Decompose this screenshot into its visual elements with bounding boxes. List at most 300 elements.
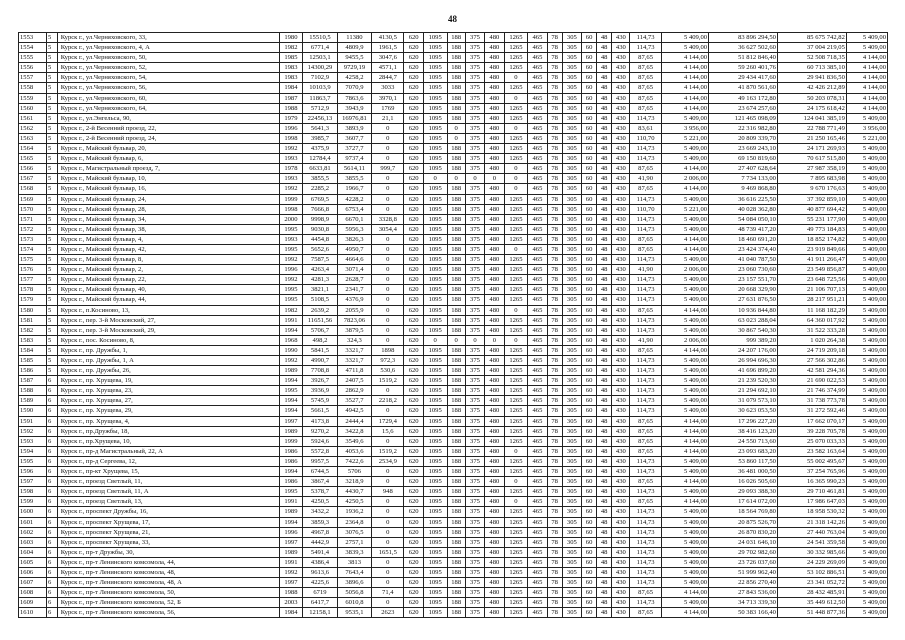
table-cell: 305 bbox=[562, 174, 581, 184]
table-cell: 7 895 683,98 bbox=[777, 174, 846, 184]
table-cell: 114,73 bbox=[630, 507, 661, 517]
table-cell: 5614,11 bbox=[337, 164, 371, 174]
table-cell: 1095 bbox=[423, 467, 447, 477]
table-cell: 6 bbox=[46, 446, 57, 456]
table-row bbox=[19, 53, 888, 63]
table-cell: 620 bbox=[404, 133, 423, 143]
table-cell: 15510,5 bbox=[303, 33, 337, 43]
table-cell: 375 bbox=[465, 446, 484, 456]
table-cell: 1095 bbox=[423, 456, 447, 466]
address-cell: Курск г., проспект Дружбы, 16, bbox=[57, 507, 279, 517]
table-cell: 5 409,00 bbox=[846, 547, 887, 557]
table-cell: 375 bbox=[465, 497, 484, 507]
table-cell: 465 bbox=[528, 244, 547, 254]
table-cell: 114,73 bbox=[630, 578, 661, 588]
table-cell: 305 bbox=[562, 103, 581, 113]
table-cell: 78 bbox=[547, 608, 562, 618]
table-cell: 78 bbox=[547, 194, 562, 204]
table-cell: 620 bbox=[404, 436, 423, 446]
table-cell: 3 956,00 bbox=[846, 123, 887, 133]
row-number-cell: 1577 bbox=[19, 275, 47, 285]
table-row bbox=[19, 315, 888, 325]
address-cell: Курск г., пр. Хрущева, 4, bbox=[57, 416, 279, 426]
table-cell: 1095 bbox=[423, 446, 447, 456]
table-row bbox=[19, 73, 888, 83]
row-number-cell: 1585 bbox=[19, 356, 47, 366]
table-cell: 9030,8 bbox=[303, 224, 337, 234]
table-cell: 5 409,00 bbox=[846, 345, 887, 355]
table-cell: 1095 bbox=[423, 547, 447, 557]
table-cell: 5 bbox=[46, 164, 57, 174]
table-cell: 60 bbox=[582, 366, 597, 376]
table-cell: 430 bbox=[612, 547, 630, 557]
table-cell: 6 bbox=[46, 456, 57, 466]
table-cell: 1988 bbox=[279, 588, 303, 598]
table-cell: 480 bbox=[485, 194, 504, 204]
table-cell: 305 bbox=[562, 376, 581, 386]
table-cell: 430 bbox=[612, 53, 630, 63]
table-cell: 620 bbox=[404, 345, 423, 355]
table-cell: 48 bbox=[597, 426, 612, 436]
table-cell: 465 bbox=[528, 366, 547, 376]
table-cell: 480 bbox=[485, 144, 504, 154]
table-cell: 375 bbox=[465, 426, 484, 436]
table-cell: 5 409,00 bbox=[661, 366, 708, 376]
table-cell: 4 144,00 bbox=[661, 436, 708, 446]
table-cell: 1265 bbox=[504, 578, 528, 588]
table-cell: 37 004 219,05 bbox=[777, 43, 846, 53]
table-cell: 78 bbox=[547, 386, 562, 396]
table-cell: 1095 bbox=[423, 305, 447, 315]
table-cell: 27 631 876,50 bbox=[709, 295, 778, 305]
table-cell: 188 bbox=[447, 345, 465, 355]
table-cell: 1936,2 bbox=[337, 507, 371, 517]
table-cell: 36 616 225,50 bbox=[709, 194, 778, 204]
table-cell: 430 bbox=[612, 598, 630, 608]
table-cell: 375 bbox=[465, 578, 484, 588]
table-cell: 60 bbox=[582, 507, 597, 517]
table-cell: 1095 bbox=[423, 285, 447, 295]
table-cell: 9613,6 bbox=[303, 567, 337, 577]
table-cell: 24 229 269,09 bbox=[777, 557, 846, 567]
table-cell: 1996 bbox=[279, 265, 303, 275]
table-cell: 1990 bbox=[279, 345, 303, 355]
address-cell: Курск г., 2-й Весенний проезд, 24, bbox=[57, 133, 279, 143]
table-cell: 1995 bbox=[279, 295, 303, 305]
table-cell: 620 bbox=[404, 517, 423, 527]
table-cell: 78 bbox=[547, 537, 562, 547]
table-cell: 1095 bbox=[423, 527, 447, 537]
table-cell: 48 bbox=[597, 487, 612, 497]
table-cell: 465 bbox=[528, 255, 547, 265]
table-cell: 465 bbox=[528, 567, 547, 577]
table-cell: 0 bbox=[372, 557, 404, 567]
table-row bbox=[19, 275, 888, 285]
table-cell: 1984 bbox=[279, 608, 303, 618]
table-cell: 1994 bbox=[279, 406, 303, 416]
row-number-cell: 1602 bbox=[19, 527, 47, 537]
table-cell: 4 144,00 bbox=[846, 73, 887, 83]
table-cell: 41,90 bbox=[630, 265, 661, 275]
table-cell: 24 207 176,00 bbox=[709, 345, 778, 355]
table-cell: 480 bbox=[485, 305, 504, 315]
table-cell: 1992 bbox=[279, 356, 303, 366]
table-cell: 620 bbox=[404, 588, 423, 598]
table-cell: 620 bbox=[404, 285, 423, 295]
table-cell: 41 696 899,20 bbox=[709, 366, 778, 376]
table-cell: 1989 bbox=[279, 366, 303, 376]
table-cell: 0 bbox=[372, 567, 404, 577]
table-cell: 188 bbox=[447, 325, 465, 335]
table-cell: 620 bbox=[404, 33, 423, 43]
table-cell: 305 bbox=[562, 598, 581, 608]
table-cell: 3218,9 bbox=[337, 477, 371, 487]
table-cell: 60 bbox=[582, 144, 597, 154]
table-cell: 5706,7 bbox=[303, 325, 337, 335]
table-row bbox=[19, 255, 888, 265]
table-cell: 188 bbox=[447, 456, 465, 466]
table-cell: 620 bbox=[404, 83, 423, 93]
table-cell: 0 bbox=[372, 477, 404, 487]
table-cell: 480 bbox=[485, 63, 504, 73]
table-cell: 1519,2 bbox=[372, 446, 404, 456]
table-cell: 430 bbox=[612, 184, 630, 194]
table-cell: 1966,7 bbox=[337, 184, 371, 194]
table-cell: 4053,6 bbox=[337, 446, 371, 456]
address-cell: Курск г., пр.Дружбы, 18, bbox=[57, 426, 279, 436]
table-cell: 48 bbox=[597, 517, 612, 527]
table-cell: 430 bbox=[612, 285, 630, 295]
table-cell: 430 bbox=[612, 335, 630, 345]
table-cell: 1265 bbox=[504, 406, 528, 416]
table-cell: 42 581 294,36 bbox=[777, 366, 846, 376]
table-cell: 60 bbox=[582, 325, 597, 335]
table-cell: 5 409,00 bbox=[846, 204, 887, 214]
table-cell: 375 bbox=[465, 285, 484, 295]
table-cell: 1095 bbox=[423, 608, 447, 618]
row-number-cell: 1572 bbox=[19, 224, 47, 234]
table-cell: 1995 bbox=[279, 487, 303, 497]
table-cell: 60 bbox=[582, 477, 597, 487]
table-cell: 7823,06 bbox=[337, 315, 371, 325]
table-row bbox=[19, 224, 888, 234]
table-cell: 114,73 bbox=[630, 325, 661, 335]
table-cell: 1265 bbox=[504, 467, 528, 477]
table-cell: 1265 bbox=[504, 265, 528, 275]
table-cell: 0 bbox=[372, 497, 404, 507]
table-row bbox=[19, 567, 888, 577]
table-cell: 3071,4 bbox=[337, 265, 371, 275]
table-cell: 465 bbox=[528, 598, 547, 608]
table-cell: 6769,5 bbox=[303, 194, 337, 204]
table-cell: 1265 bbox=[504, 275, 528, 285]
table-cell: 375 bbox=[465, 487, 484, 497]
table-cell: 87,65 bbox=[630, 477, 661, 487]
table-cell: 60 bbox=[582, 497, 597, 507]
table-row bbox=[19, 436, 888, 446]
table-cell: 114,73 bbox=[630, 43, 661, 53]
table-cell: 1095 bbox=[423, 567, 447, 577]
table-cell: 60 bbox=[582, 557, 597, 567]
table-cell: 9535,1 bbox=[337, 608, 371, 618]
table-cell: 48 bbox=[597, 345, 612, 355]
table-cell: 114,73 bbox=[630, 517, 661, 527]
table-cell: 305 bbox=[562, 527, 581, 537]
table-cell: 188 bbox=[447, 467, 465, 477]
table-cell: 375 bbox=[465, 467, 484, 477]
table-cell: 4173,8 bbox=[303, 416, 337, 426]
table-cell: 188 bbox=[447, 547, 465, 557]
table-cell: 5 409,00 bbox=[846, 315, 887, 325]
table-cell: 188 bbox=[447, 164, 465, 174]
table-cell: 60 bbox=[582, 598, 597, 608]
table-cell: 78 bbox=[547, 517, 562, 527]
table-cell: 60 bbox=[582, 204, 597, 214]
table-cell: 4990,7 bbox=[303, 356, 337, 366]
table-cell: 5 409,00 bbox=[661, 507, 708, 517]
table-cell: 188 bbox=[447, 497, 465, 507]
table-cell: 60 bbox=[582, 456, 597, 466]
table-cell: 480 bbox=[485, 295, 504, 305]
table-cell: 0 bbox=[504, 477, 528, 487]
table-cell: 4950,7 bbox=[337, 244, 371, 254]
table-cell: 620 bbox=[404, 174, 423, 184]
table-cell: 430 bbox=[612, 214, 630, 224]
table-cell: 188 bbox=[447, 224, 465, 234]
table-cell: 1992 bbox=[279, 275, 303, 285]
table-cell: 465 bbox=[528, 184, 547, 194]
table-cell: 31 738 773,78 bbox=[777, 396, 846, 406]
table-cell: 480 bbox=[485, 527, 504, 537]
table-cell: 375 bbox=[465, 123, 484, 133]
table-cell: 1095 bbox=[423, 214, 447, 224]
table-cell: 620 bbox=[404, 578, 423, 588]
table-cell: 188 bbox=[447, 93, 465, 103]
table-cell: 60 bbox=[582, 285, 597, 295]
table-cell: 1265 bbox=[504, 224, 528, 234]
housing-register-table bbox=[18, 32, 888, 618]
table-cell: 1994 bbox=[279, 396, 303, 406]
table-cell: 78 bbox=[547, 507, 562, 517]
table-cell: 480 bbox=[485, 517, 504, 527]
table-cell: 0 bbox=[372, 154, 404, 164]
table-cell: 620 bbox=[404, 567, 423, 577]
table-cell: 620 bbox=[404, 123, 423, 133]
table-cell: 48 bbox=[597, 144, 612, 154]
address-cell: Курск г., пр. Дружбы, 1, А bbox=[57, 356, 279, 366]
table-cell: 480 bbox=[485, 224, 504, 234]
table-cell: 48 bbox=[597, 467, 612, 477]
table-cell: 305 bbox=[562, 325, 581, 335]
table-cell: 5 409,00 bbox=[661, 467, 708, 477]
table-cell: 305 bbox=[562, 335, 581, 345]
table-cell: 1992 bbox=[279, 567, 303, 577]
table-cell: 5 409,00 bbox=[846, 224, 887, 234]
table-cell: 5 bbox=[46, 315, 57, 325]
table-cell: 78 bbox=[547, 467, 562, 477]
table-cell: 188 bbox=[447, 507, 465, 517]
table-cell: 480 bbox=[485, 345, 504, 355]
table-cell: 465 bbox=[528, 537, 547, 547]
table-cell: 41 911 266,47 bbox=[777, 255, 846, 265]
table-cell: 430 bbox=[612, 204, 630, 214]
table-cell: 5 409,00 bbox=[846, 33, 887, 43]
table-cell: 0 bbox=[504, 335, 528, 345]
table-cell: 465 bbox=[528, 315, 547, 325]
table-cell: 188 bbox=[447, 477, 465, 487]
table-cell: 18 958 530,32 bbox=[777, 507, 846, 517]
table-cell: 42 426 212,89 bbox=[777, 83, 846, 93]
table-cell: 305 bbox=[562, 285, 581, 295]
table-cell: 2844,7 bbox=[372, 73, 404, 83]
table-cell: 4454,8 bbox=[303, 234, 337, 244]
table-cell: 87,65 bbox=[630, 497, 661, 507]
row-number-cell: 1564 bbox=[19, 144, 47, 154]
table-cell: 59 260 401,76 bbox=[709, 63, 778, 73]
table-cell: 1095 bbox=[423, 133, 447, 143]
table-cell: 620 bbox=[404, 396, 423, 406]
table-row bbox=[19, 285, 888, 295]
address-cell: Курск г., ул.Черняховского, 50, bbox=[57, 53, 279, 63]
table-cell: 4263,4 bbox=[303, 265, 337, 275]
table-cell: 375 bbox=[465, 527, 484, 537]
table-cell: 1265 bbox=[504, 285, 528, 295]
table-cell: 1265 bbox=[504, 33, 528, 43]
row-number-cell: 1575 bbox=[19, 255, 47, 265]
table-cell: 3855,5 bbox=[337, 174, 371, 184]
table-cell: 465 bbox=[528, 386, 547, 396]
table-cell: 480 bbox=[485, 477, 504, 487]
row-number-cell: 1580 bbox=[19, 305, 47, 315]
table-cell: 375 bbox=[465, 356, 484, 366]
table-cell: 1993 bbox=[279, 174, 303, 184]
table-cell: 1997 bbox=[279, 416, 303, 426]
table-cell: 60 bbox=[582, 426, 597, 436]
table-cell: 9729,19 bbox=[337, 63, 371, 73]
table-cell: 0 bbox=[504, 497, 528, 507]
table-cell: 465 bbox=[528, 436, 547, 446]
table-cell: 20 809 339,70 bbox=[709, 133, 778, 143]
table-cell: 5 409,00 bbox=[846, 194, 887, 204]
table-cell: 188 bbox=[447, 366, 465, 376]
address-cell: Курск г., пр-т Ленинского комсомола, 48, bbox=[57, 567, 279, 577]
table-cell: 1095 bbox=[423, 83, 447, 93]
table-cell: 78 bbox=[547, 345, 562, 355]
table-cell: 465 bbox=[528, 63, 547, 73]
table-cell: 3607,7 bbox=[337, 133, 371, 143]
table-cell: 2285,2 bbox=[303, 184, 337, 194]
table-cell: 1095 bbox=[423, 93, 447, 103]
table-cell: 305 bbox=[562, 487, 581, 497]
table-cell: 6417,7 bbox=[303, 598, 337, 608]
table-cell: 24 541 359,58 bbox=[777, 537, 846, 547]
table-cell: 5 409,00 bbox=[846, 154, 887, 164]
table-cell: 1988 bbox=[279, 103, 303, 113]
table-cell: 188 bbox=[447, 244, 465, 254]
table-cell: 4250,5 bbox=[337, 497, 371, 507]
table-cell: 41,90 bbox=[630, 335, 661, 345]
table-cell: 60 bbox=[582, 154, 597, 164]
table-row bbox=[19, 578, 888, 588]
table-cell: 305 bbox=[562, 406, 581, 416]
table-cell: 620 bbox=[404, 234, 423, 244]
table-cell: 55 002 495,67 bbox=[777, 456, 846, 466]
table-cell: 305 bbox=[562, 43, 581, 53]
table-cell: 1961,5 bbox=[372, 43, 404, 53]
table-cell: 6633,81 bbox=[303, 164, 337, 174]
table-cell: 6 bbox=[46, 598, 57, 608]
table-cell: 465 bbox=[528, 53, 547, 63]
table-cell: 480 bbox=[485, 234, 504, 244]
table-cell: 4 144,00 bbox=[661, 93, 708, 103]
table-cell: 1265 bbox=[504, 527, 528, 537]
table-cell: 1999 bbox=[279, 436, 303, 446]
table-cell: 1265 bbox=[504, 43, 528, 53]
table-cell: 6 bbox=[46, 517, 57, 527]
table-row bbox=[19, 174, 888, 184]
table-cell: 78 bbox=[547, 426, 562, 436]
table-cell: 3879,5 bbox=[337, 325, 371, 335]
table-cell: 4130,5 bbox=[372, 33, 404, 43]
table-cell: 48 bbox=[597, 588, 612, 598]
table-cell: 53 860 117,50 bbox=[709, 456, 778, 466]
table-cell: 620 bbox=[404, 497, 423, 507]
table-cell: 465 bbox=[528, 608, 547, 618]
row-number-cell: 1607 bbox=[19, 578, 47, 588]
table-cell: 4 144,00 bbox=[846, 93, 887, 103]
table-cell: 305 bbox=[562, 588, 581, 598]
table-cell: 375 bbox=[465, 315, 484, 325]
table-cell: 1265 bbox=[504, 376, 528, 386]
address-cell: Курск г., Майский бульвар, 22, bbox=[57, 275, 279, 285]
row-number-cell: 1579 bbox=[19, 295, 47, 305]
table-cell: 465 bbox=[528, 507, 547, 517]
table-cell: 34 713 339,30 bbox=[709, 598, 778, 608]
address-cell: Курск г., пр-д Магистральный, 22, А bbox=[57, 446, 279, 456]
table-cell: 6744,5 bbox=[303, 467, 337, 477]
table-cell: 22456,13 bbox=[303, 113, 337, 123]
table-cell: 1265 bbox=[504, 416, 528, 426]
table-cell: 375 bbox=[465, 507, 484, 517]
table-cell: 5 409,00 bbox=[661, 456, 708, 466]
table-cell: 620 bbox=[404, 93, 423, 103]
table-row bbox=[19, 123, 888, 133]
table-cell: 2534,9 bbox=[372, 456, 404, 466]
table-cell: 5 bbox=[46, 244, 57, 254]
table-cell: 0 bbox=[485, 335, 504, 345]
table-cell: 5 bbox=[46, 305, 57, 315]
row-number-cell: 1563 bbox=[19, 133, 47, 143]
table-cell: 60 bbox=[582, 416, 597, 426]
table-cell: 78 bbox=[547, 295, 562, 305]
table-cell: 620 bbox=[404, 164, 423, 174]
table-cell: 620 bbox=[404, 416, 423, 426]
table-cell: 22 788 771,49 bbox=[777, 123, 846, 133]
table-cell: 5 409,00 bbox=[661, 154, 708, 164]
table-cell: 430 bbox=[612, 275, 630, 285]
row-number-cell: 1582 bbox=[19, 325, 47, 335]
table-cell: 0 bbox=[504, 73, 528, 83]
table-cell: 480 bbox=[485, 123, 504, 133]
table-cell: 620 bbox=[404, 335, 423, 345]
table-cell: 480 bbox=[485, 436, 504, 446]
table-cell: 48 bbox=[597, 184, 612, 194]
table-cell: 375 bbox=[465, 184, 484, 194]
table-cell: 50 203 078,31 bbox=[777, 93, 846, 103]
table-cell: 0 bbox=[372, 507, 404, 517]
table-cell: 465 bbox=[528, 345, 547, 355]
table-cell: 480 bbox=[485, 416, 504, 426]
